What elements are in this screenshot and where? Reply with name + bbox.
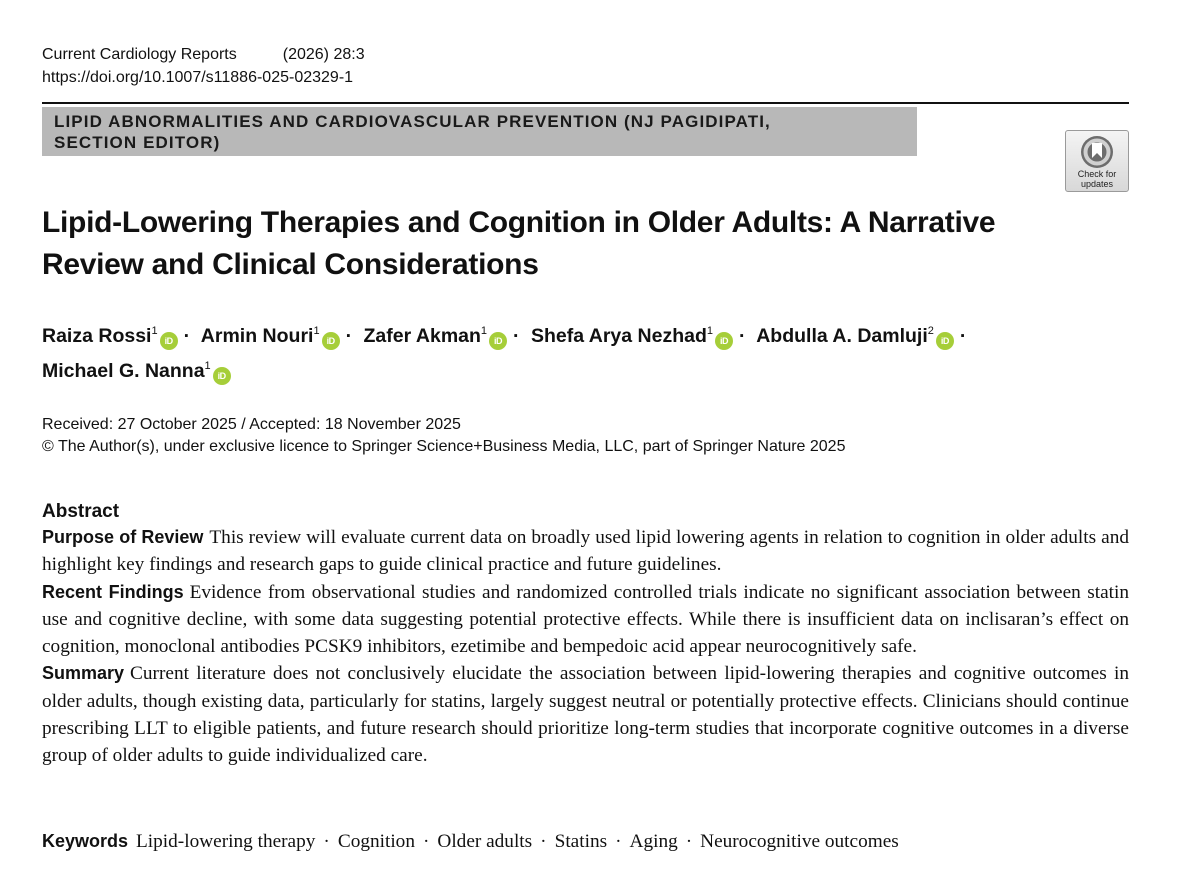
crossmark-label-1: Check for (1077, 169, 1117, 179)
keyword-separator: · (615, 831, 622, 852)
keyword: Lipid-lowering therapy (136, 831, 316, 852)
author-separator: · (345, 325, 353, 347)
author-affiliation: 1 (480, 325, 488, 337)
author-name: Zafer Akman (363, 325, 481, 347)
abstract-heading: Abstract (42, 501, 120, 522)
abstract-label: Summary (42, 663, 125, 684)
keyword: Cognition (337, 831, 415, 852)
author-separator: · (183, 325, 191, 347)
check-for-updates-button[interactable] (1065, 130, 1129, 192)
keyword: Aging (629, 831, 678, 852)
abstract-label: Purpose of Review (42, 527, 204, 547)
author-name: Michael G. Nanna (42, 360, 205, 382)
keywords-label: Keywords (42, 831, 129, 851)
keyword-separator: · (685, 831, 693, 852)
keyword: Statins (554, 831, 608, 852)
author-name: Armin Nouri (200, 325, 314, 347)
abstract-summary (42, 660, 1129, 769)
journal-citation: (2026) 28:3 (282, 46, 365, 63)
header-rule (42, 102, 1129, 104)
abstract-text: Evidence from observational studies and randomized controlled trials indicate no significant association between statin use and cognitive decline, with some data suggesting potential protective effects. While there is insufficient data on inclisaran’s effect on cognition, monoclonal antibodies PCSK9 inhibitors, ezetimibe and bempedoic acid appear neurocognitively safe. (42, 581, 1129, 658)
author-name: Raiza Rossi (42, 325, 152, 347)
doi-link[interactable]: https://doi.org/10.1007/s11886-025-02329-1 (42, 69, 354, 86)
section-banner-line-1: LIPID ABNORMALITIES AND CARDIOVASCULAR PREVENTION (NJ PAGIDIPATI, (54, 112, 771, 131)
author-list (42, 316, 1042, 386)
orcid-icon[interactable]: iD (936, 332, 954, 350)
keyword-separator: · (323, 831, 330, 852)
journal-header (42, 44, 365, 66)
orcid-icon[interactable]: iD (715, 332, 733, 350)
keyword: Neurocognitive outcomes (700, 831, 899, 852)
keyword-separator: · (540, 831, 547, 852)
author (42, 325, 178, 347)
author (201, 325, 340, 347)
author-name: Shefa Arya Nezhad (530, 325, 707, 347)
orcid-icon[interactable]: iD (213, 367, 231, 385)
author (42, 360, 231, 382)
keyword: Older adults (437, 831, 533, 852)
author-affiliation: 1 (151, 325, 158, 337)
journal-name: Current Cardiology Reports (42, 46, 237, 63)
author-name: Abdulla A. Damluji (756, 325, 928, 347)
received-accepted-dates: Received: 27 October 2025 / Accepted: 18 November 2025 (42, 416, 461, 433)
orcid-icon[interactable]: iD (160, 332, 178, 350)
crossmark-icon (1080, 135, 1114, 169)
article-title: Lipid-Lowering Therapies and Cognition in Older Adults: A Narrative Review and Clinical Considerations (42, 206, 996, 281)
orcid-icon[interactable]: iD (489, 332, 507, 350)
crossmark-label-2: updates (1080, 179, 1114, 189)
author-separator: · (513, 325, 520, 347)
author-affiliation: 1 (313, 325, 320, 337)
orcid-icon[interactable]: iD (322, 332, 340, 350)
section-banner-line-2: SECTION EDITOR) (54, 133, 221, 152)
author-affiliation: 1 (706, 325, 714, 337)
author-affiliation: 2 (927, 325, 934, 337)
abstract-purpose (42, 524, 1129, 579)
author (531, 325, 733, 347)
keywords (42, 828, 899, 855)
section-banner (42, 107, 917, 156)
author (364, 325, 508, 347)
author-affiliation: 1 (204, 360, 211, 372)
keyword-list (136, 831, 899, 852)
abstract-recent-findings (42, 579, 1129, 661)
author-separator: · (959, 325, 967, 347)
abstract-text: Current literature does not conclusively elucidate the association between lipid-lowering therapies and cognitive outcomes in older adults, though existing data, particularly for statins, largely suggest neutral or potentially protective effects. Clinicians should continue prescribing LLT to eligible patients, and future research should prioritize long-term studies that incorporate cognitive outcomes in a diverse group of older adults to guide individualized care. (42, 663, 1129, 767)
abstract-text: This review will evaluate current data on broadly used lipid lowering agents in relation to cognition in older adults and highlight key findings and research gaps to guide clinical practice and future guidelines. (42, 527, 1129, 576)
abstract (42, 500, 1129, 770)
abstract-label: Recent Findings (42, 581, 184, 602)
copyright-notice: © The Author(s), under exclusive licence to Springer Science+Business Media, LLC, part of Springer Nature 2025 (42, 438, 846, 455)
author-separator: · (739, 325, 746, 347)
keyword-separator: · (422, 831, 430, 852)
author (756, 325, 954, 347)
